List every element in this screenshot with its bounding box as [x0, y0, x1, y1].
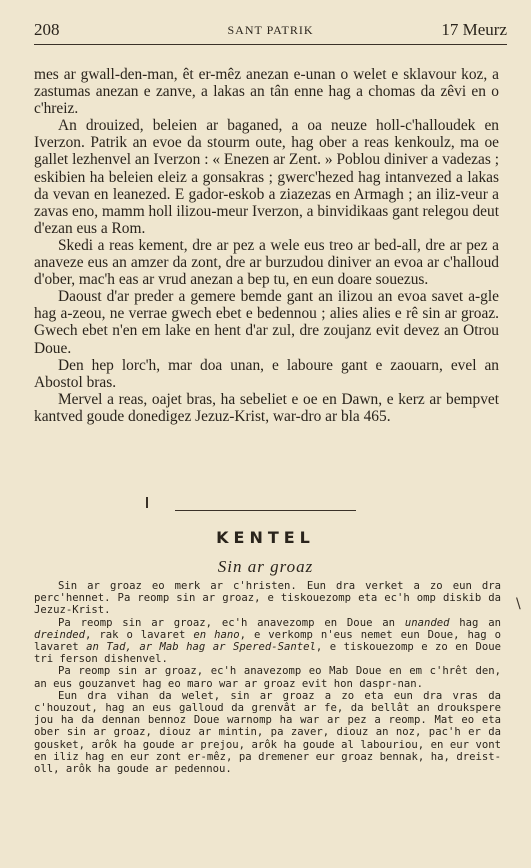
- italic-term: unanded: [404, 616, 450, 629]
- paragraph: mes ar gwall-den-man, êt er-mêz anezan e-unan o welet e sklavour koz, a zastumas anezan e zanve, a lakas an tân enne hag a chomas da zêvi en o c'hreiz.: [34, 66, 499, 118]
- text-run: , rak o lavaret: [85, 628, 194, 641]
- text-run: , e tiskouezomp e zo en Doue tri ferson dishenvel.: [34, 641, 502, 666]
- text-run: , e verkomp n'eus nemet eun Doue, hag o lavaret: [34, 628, 501, 654]
- italic-term: dreinded: [34, 628, 86, 641]
- lesson-text-block: [34, 580, 501, 775]
- running-header: [34, 18, 507, 45]
- lesson-paragraph: [34, 617, 501, 666]
- paragraph: Skedi a reas kement, dre ar pez a wele eus treo ar bed-all, dre ar pez a anaveze eus an amzer da zont, dre ar burzudou diniver an evoa ar c'halloud d'ober, mac'h eas ar vrud anezan a bep tu, en eun doare souezus.: [34, 236, 499, 289]
- section-subheading: Sin ar groaz: [217, 557, 314, 576]
- print-mark: [146, 497, 148, 508]
- lesson-paragraph: Eun dra vihan da welet, sin ar groaz a zo eta eun dra vras da c'houzout, hag an eus galloud da grenvât ar fe, da bellât an droukspere jou ha da dennan bennoz Doue warnomp ha war ar pez a reomp. Mat eo eta ober sin ar groaz, diouz ar mintin, pa zaver, diouz an noz, pac'h er da gousket, arôk ha goude ar prejou, arôk ha goude al labouriou, en eur vont en iliz hag en eur zont er-mêz, pa dremener eur groaz bennak, ha, dreist-oll, arôk ha goude ar pedennou.: [34, 689, 501, 776]
- text-run: hag an: [449, 616, 501, 629]
- lesson-paragraph: Sin ar groaz eo merk ar c'hristen. Eun dra verket a zo eun dra perc'hennet. Pa reomp sin ar groaz, e tiskouezomp eta ec'h omp diskib da Jezuz-Krist.: [34, 580, 501, 617]
- main-text-block: [34, 66, 499, 425]
- text-run: Pa reomp sin ar groaz, ec'h anavezomp en Doue an: [58, 616, 405, 629]
- italic-term: en hano: [193, 628, 240, 641]
- section-heading: KENTEL: [216, 528, 315, 547]
- lesson-paragraph: Pa reomp sin ar groaz, ec'h anavezomp eo Mab Doue en em c'hrêt den, an eus gouzanvet hag eo maro war ar groaz evit hon daspr-nan.: [34, 665, 501, 690]
- italic-term: an Tad, ar Mab hag ar Spered-Santel: [86, 641, 316, 654]
- running-title: SANT PATRIK: [227, 23, 314, 37]
- paragraph: Den hep lorc'h, mar doa unan, e laboure gant e zaouarn, evel an Abostol bras.: [34, 356, 499, 391]
- header-date: 17 Meurz: [441, 20, 507, 39]
- page-number: 208: [34, 20, 60, 39]
- paragraph: Daoust d'ar preder a gemere bemde gant an ilizou an evoa savet a-gle hag a-zeou, ne verrae gwech ebet e bedennou ; alies alies e rê sin ar groaz. Gwech ebet n'en em lake en hent d'ar zul, dre zoujanz evit devez an Otrou Doue.: [34, 288, 499, 357]
- section-divider: [175, 510, 356, 511]
- paragraph: Mervel a reas, oajet bras, ha sebeliet e oe en Dawn, e kerz ar bempvet kantved goude donedigez Jezuz-Krist, war-dro ar bla 465.: [34, 390, 499, 425]
- paragraph: An drouized, beleien ar baganed, a oa neuze holl-c'halloudek en Iverzon. Patrik an evoe da stourm oute, hag ober a reas kenkoulz, ma oe gallet lezhenvel an Iverzon : « Enezen ar Zent. » Poblou diniver a vadezas ; eskibien ha beleien eleiz a gonsakras ; gwerc'hezed hag intanvezed a lakas da vevan en leanezed. E gador-eskob a ziazezas en Armagh ; an iliz-veur a zavas eno, mamm holl ilizou-meur Iverzon, a binvidikaas gant relegou deut d'ezan eus a Rom.: [34, 117, 499, 237]
- margin-mark: \: [516, 596, 521, 612]
